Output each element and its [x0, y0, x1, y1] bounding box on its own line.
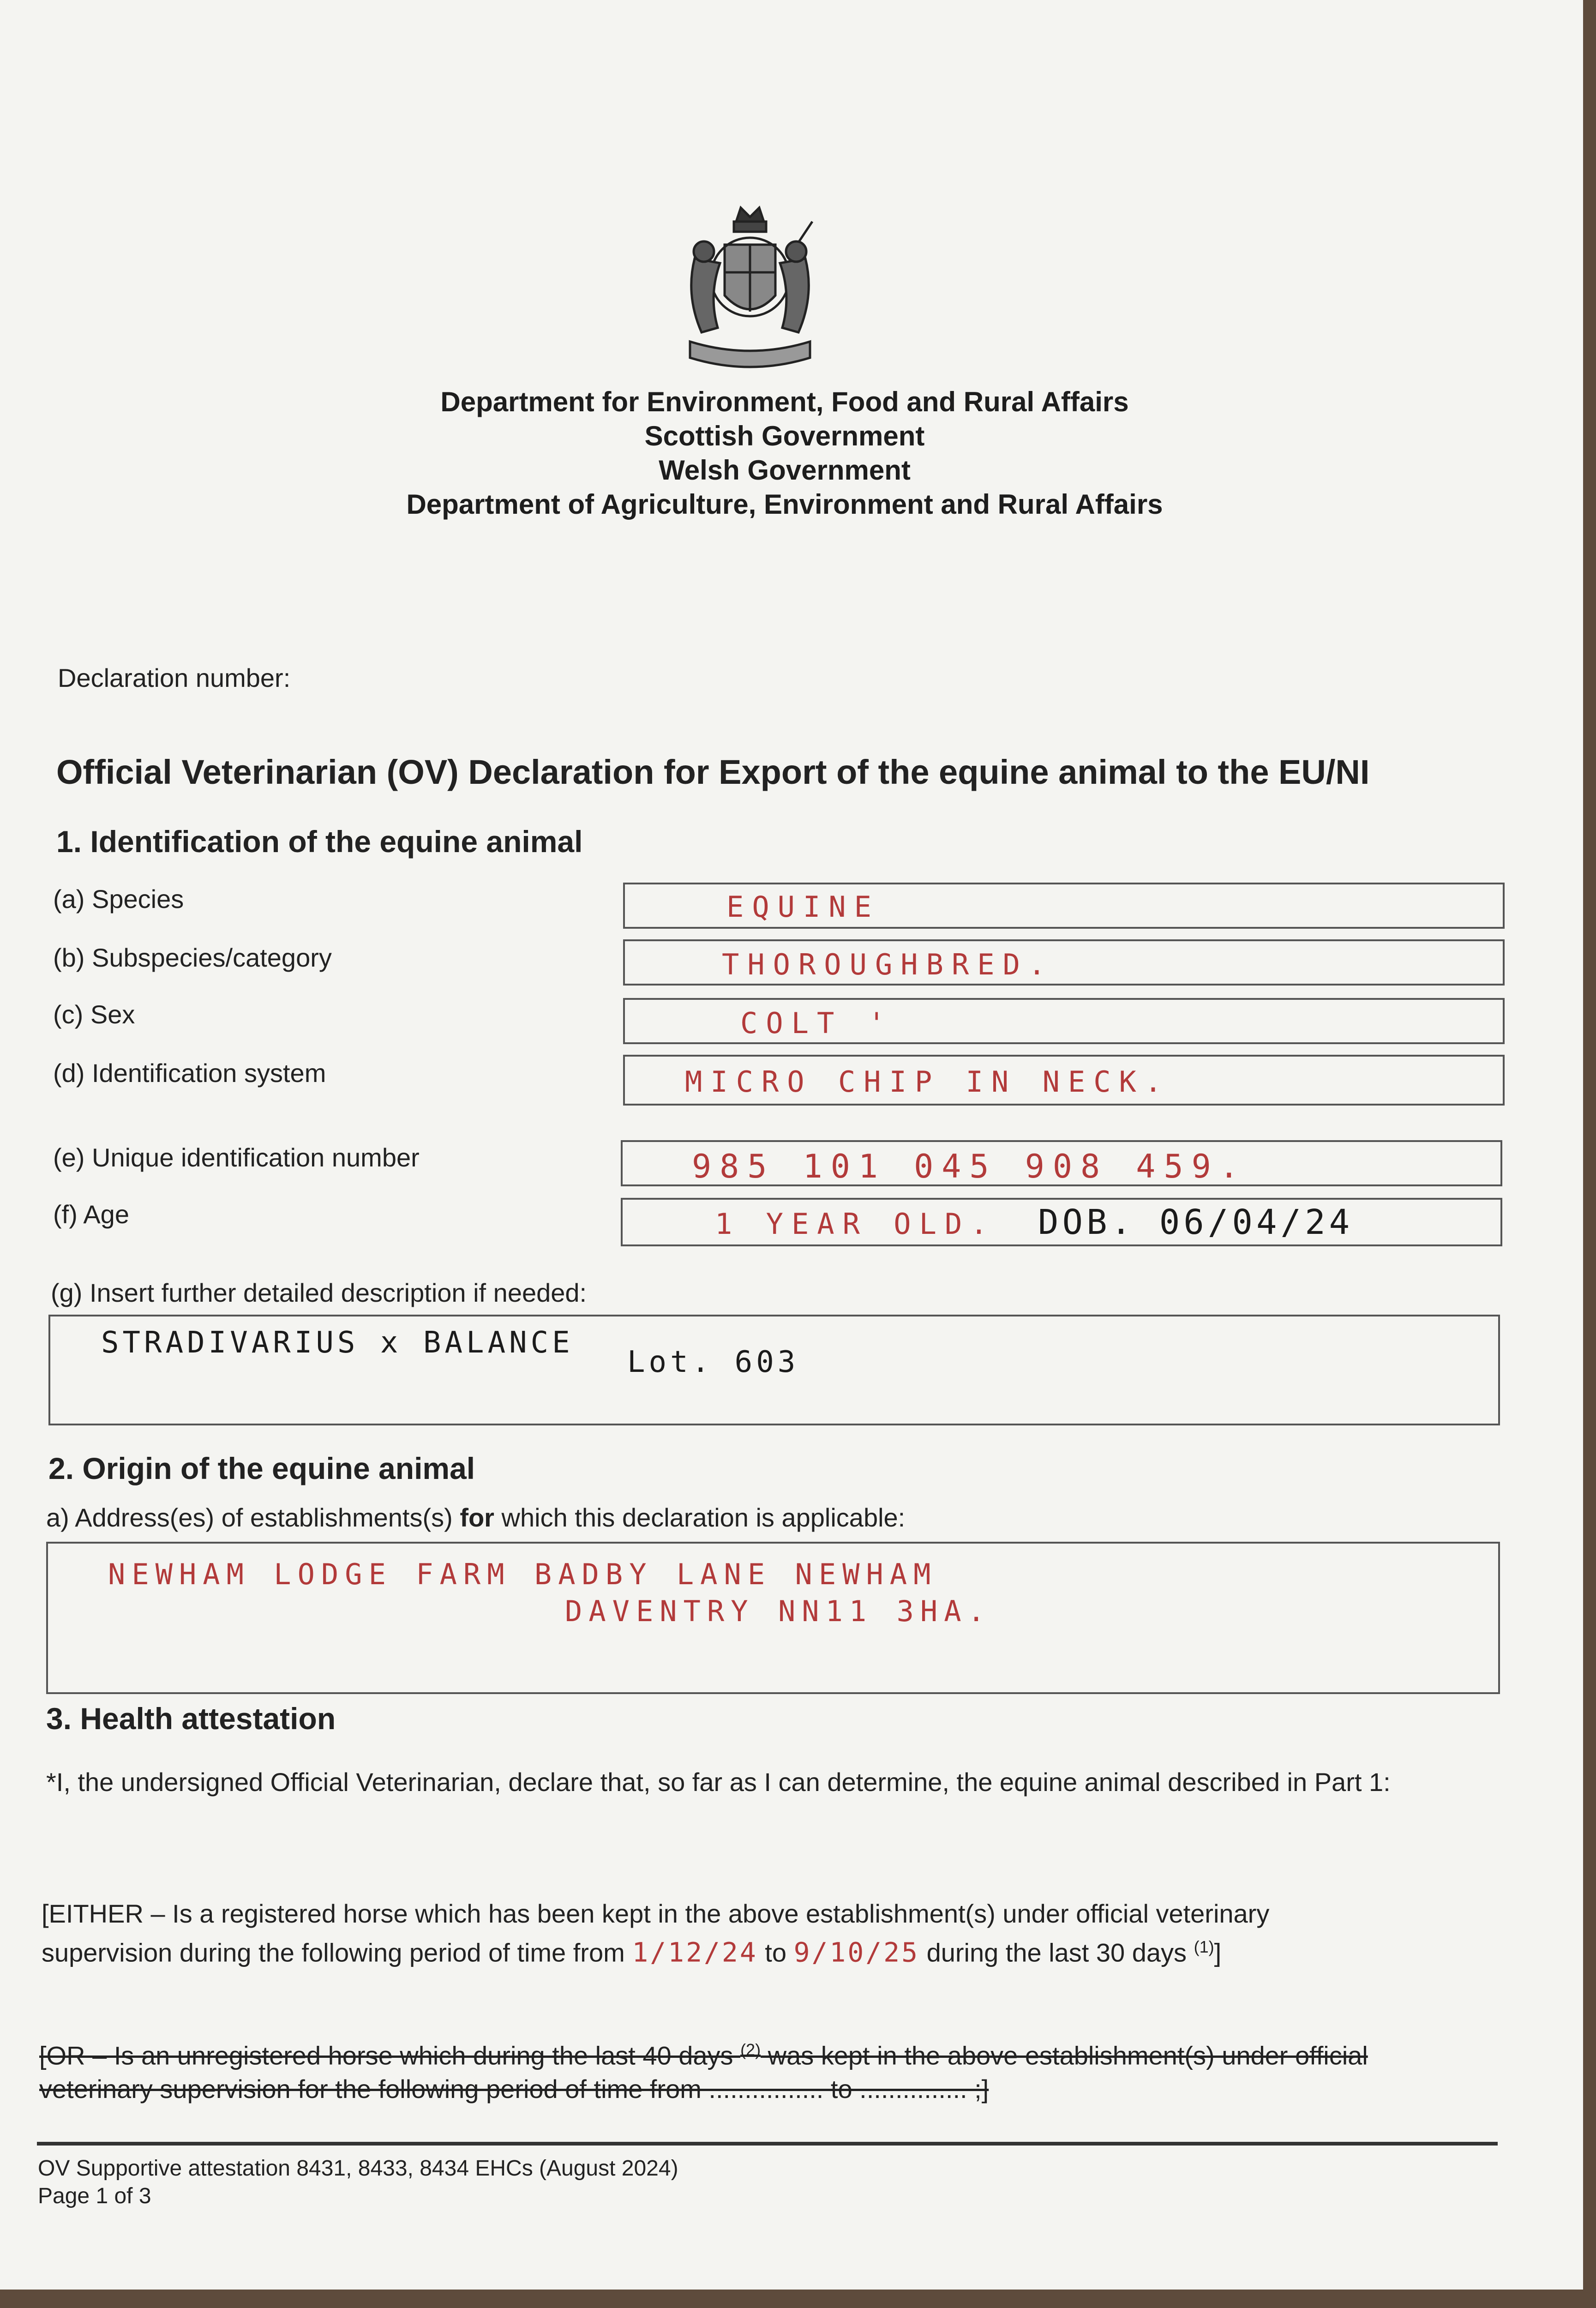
- declaration-number-label: Declaration number:: [58, 663, 291, 692]
- identification-system-label: (d) Identification system: [53, 1058, 326, 1088]
- species-value: EQUINE: [726, 890, 880, 924]
- either-to-date[interactable]: 9/10/25: [793, 1936, 920, 1968]
- species-label: (a) Species: [53, 884, 184, 914]
- identification-system-value: MICRO CHIP IN NECK.: [685, 1065, 1170, 1099]
- footer-rule: [37, 2142, 1498, 2146]
- health-attestation-intro: *I, the undersigned Official Veterinarian, declare that, so far as I can determine, the equine animal described in Part 1:: [46, 1767, 1391, 1797]
- either-from-date[interactable]: 1/12/24: [632, 1936, 758, 1968]
- or-clause: [39, 2033, 1516, 2106]
- subspecies-value: THOROUGHBRED.: [722, 948, 1054, 981]
- or-clause-line-2: veterinary supervision for the following period of time from ................ to ............... ;]: [39, 2074, 989, 2104]
- sex-label: (c) Sex: [53, 1000, 135, 1029]
- department-scottish-government: Scottish Government: [644, 421, 925, 451]
- age-field[interactable]: [621, 1198, 1502, 1246]
- section1-heading: 1. Identification of the equine animal: [56, 824, 583, 859]
- address-line-1: NEWHAM LODGE FARM BADBY LANE NEWHAM: [108, 1557, 937, 1591]
- section2-heading: 2. Origin of the equine animal: [48, 1451, 475, 1485]
- address-field[interactable]: [46, 1542, 1500, 1694]
- further-description-label: (g) Insert further detailed description if needed:: [51, 1278, 587, 1307]
- sex-value: COLT ': [740, 1006, 894, 1040]
- age-label: (f) Age: [53, 1200, 129, 1229]
- dob-value: DOB. 06/04/24: [1038, 1202, 1354, 1242]
- further-description-value: STRADIVARIUS x BALANCE: [101, 1326, 574, 1360]
- footer-page-number: Page 1 of 3: [38, 2184, 151, 2208]
- either-clause: [42, 1897, 1518, 1970]
- footer-doc-ref: OV Supportive attestation 8431, 8433, 8434 EHCs (August 2024): [38, 2156, 678, 2181]
- address-line-2: DAVENTRY NN11 3HA.: [565, 1594, 991, 1628]
- royal-coat-of-arms-logo: [681, 203, 819, 381]
- unique-id-value: 985 101 045 908 459.: [692, 1148, 1247, 1185]
- form-title: Official Veterinarian (OV) Declaration for Export of the equine animal to the EU/NI: [56, 753, 1370, 791]
- address-label: a) Address(es) of establishments(s) for which this declaration is applicable:: [46, 1503, 906, 1532]
- department-welsh-government: Welsh Government: [659, 455, 911, 486]
- department-defra: Department for Environment, Food and Rural Affairs: [440, 386, 1129, 417]
- subspecies-field[interactable]: [623, 939, 1505, 986]
- unique-id-field[interactable]: [621, 1140, 1502, 1186]
- identification-system-field[interactable]: [623, 1055, 1505, 1106]
- further-description-field[interactable]: [48, 1315, 1500, 1425]
- sex-field[interactable]: [623, 998, 1505, 1044]
- subspecies-label: (b) Subspecies/category: [53, 943, 332, 972]
- department-daera: Department of Agriculture, Environment and Rural Affairs: [406, 489, 1163, 520]
- or-clause-line-1: [OR – Is an unregistered horse which during the last 40 days $^{(2)}$ was kept in the above establishment(s) under official: [39, 2040, 1368, 2070]
- species-field[interactable]: [623, 883, 1505, 929]
- age-value: 1 YEAR OLD.: [715, 1207, 996, 1241]
- either-clause-line-2: supervision during the following period of time from 1/12/24 to 9/10/25 during the last 30 days $^{(1)}$]: [42, 1936, 1222, 1968]
- section3-heading: 3. Health attestation: [46, 1701, 336, 1736]
- either-clause-line-1: [EITHER – Is a registered horse which has been kept in the above establishment(s) under official veterinary: [42, 1899, 1270, 1928]
- lot-number-value: Lot. 603: [627, 1345, 799, 1379]
- unique-id-label: (e) Unique identification number: [53, 1143, 420, 1172]
